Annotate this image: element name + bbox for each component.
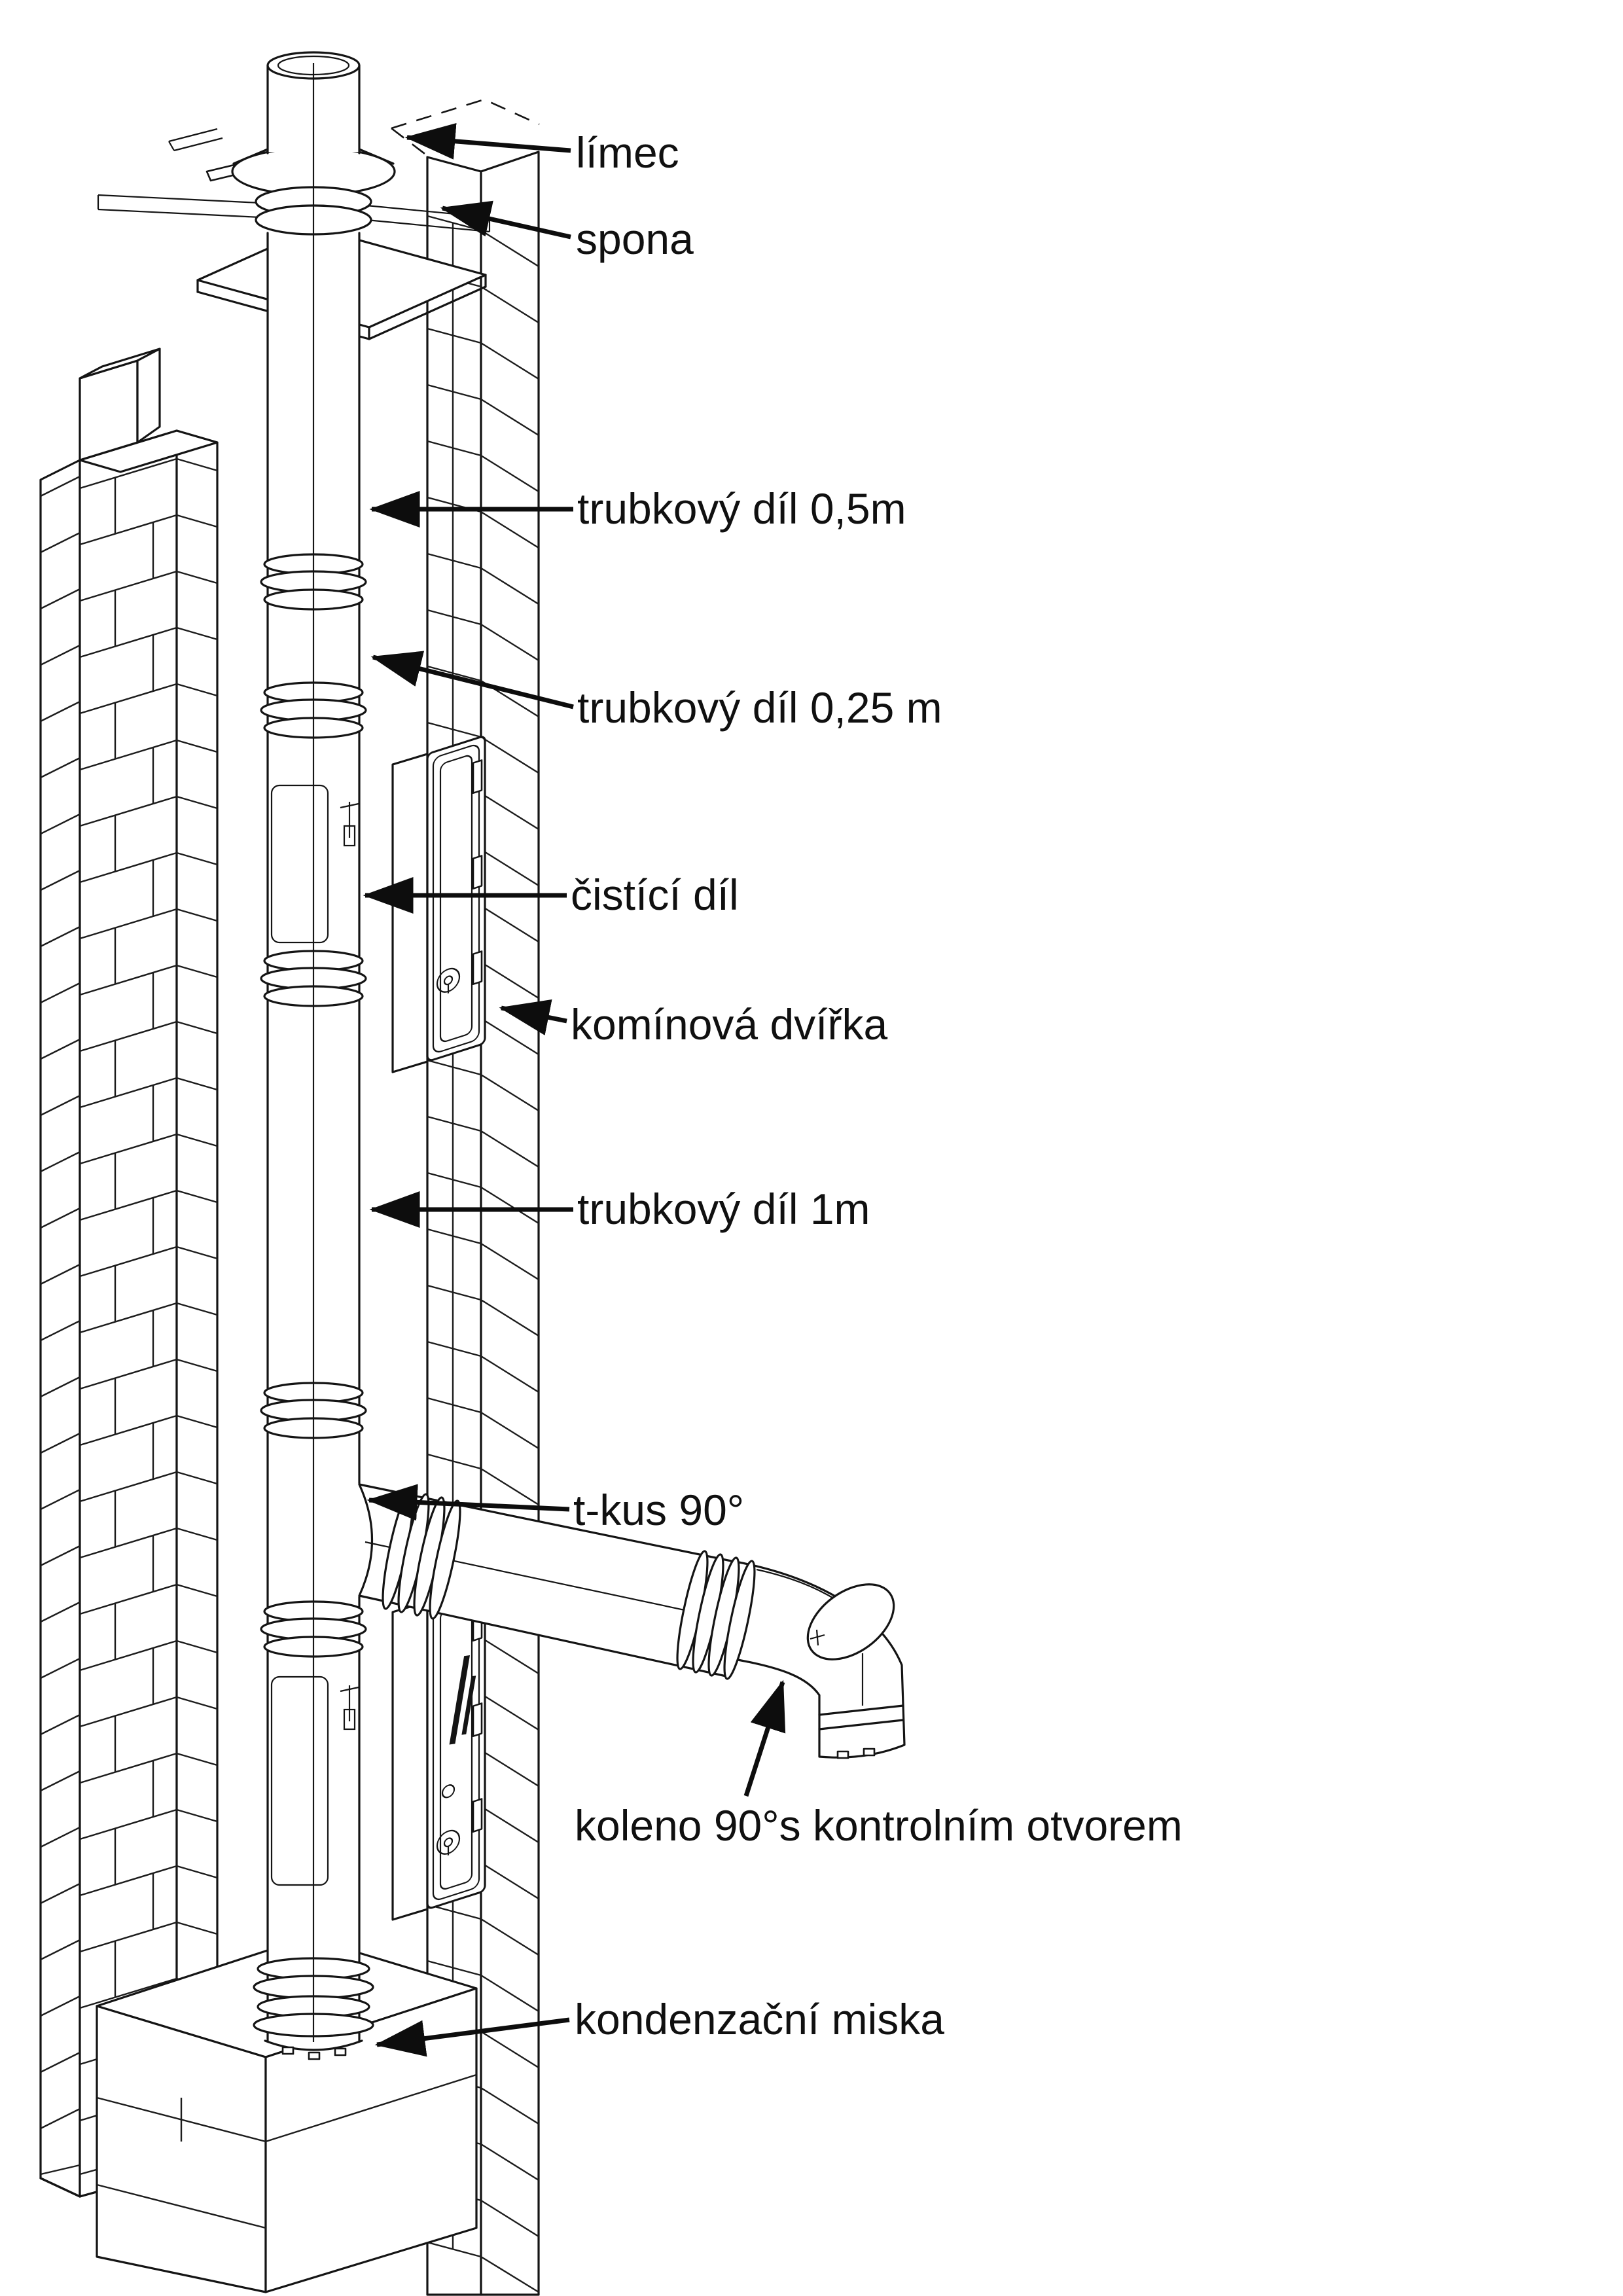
door-hinge [473, 761, 482, 793]
label-cistici-dil: čistící díl [571, 870, 739, 919]
elbow-90 [730, 1562, 908, 1758]
label-trubkovy-025: trubkový díl 0,25 m [577, 683, 942, 732]
arrow-limec [407, 137, 571, 151]
door-hinge [473, 952, 482, 984]
label-kominova-dvirka: komínová dvířka [571, 1000, 888, 1049]
lower-access-door [393, 1583, 485, 1920]
door-hinge [473, 1799, 482, 1832]
label-koleno: koleno 90°s kontrolním otvorem [575, 1801, 1183, 1850]
callout-labels [571, 128, 1183, 2043]
left-brick-column [41, 349, 217, 2197]
label-trubkovy-05: trubkový díl 0,5m [577, 484, 906, 533]
door-hinge [473, 856, 482, 889]
label-spona: spona [576, 215, 694, 263]
label-limec: límec [576, 128, 679, 177]
label-tkus: t-kus 90° [573, 1486, 745, 1534]
right-brick-column [391, 99, 539, 2295]
door-hinge [473, 1704, 482, 1736]
label-kondenzacni-miska: kondenzační miska [575, 1995, 944, 2043]
arrow-koleno [746, 1682, 783, 1796]
upper-access-door [393, 736, 485, 1072]
label-trubkovy-1: trubkový díl 1m [577, 1185, 870, 1233]
